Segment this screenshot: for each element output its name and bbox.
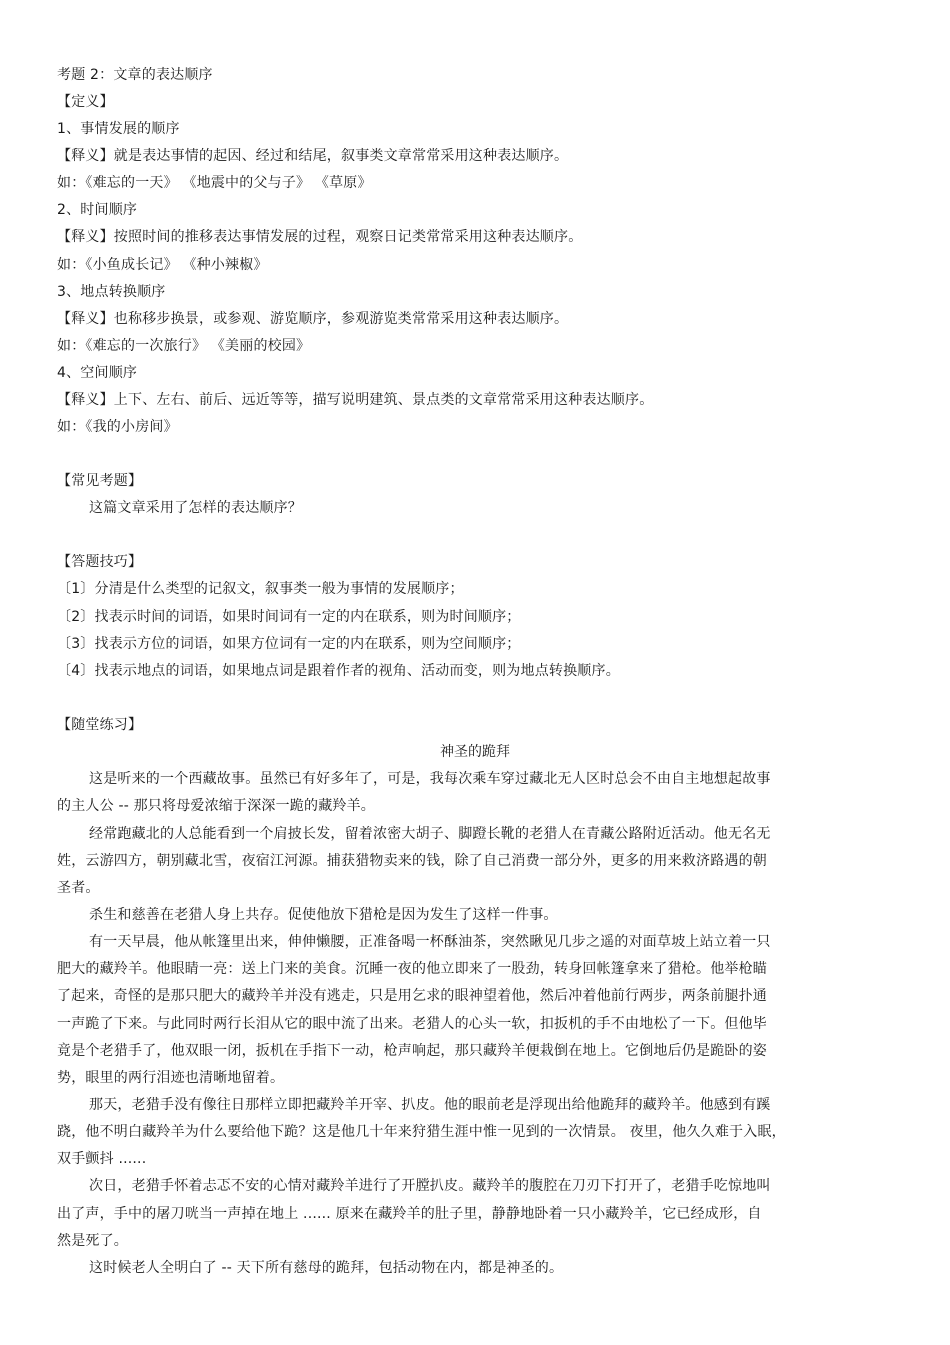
common-question-text: 这篇文章采用了怎样的表达顺序？ [89,500,302,516]
tip-item: 〔3〕找表示方位的词语，如果方位词有一定的内在联系，则为空间顺序； [57,636,521,652]
story-line: 出了声，手中的屠刀咣当一声掉在地上 ...... 原来在藏羚羊的肚子里，静静地卧着一只小藏羚羊，它已经成形，自 [57,1206,762,1222]
story-line: 这时候老人全明白了 -- 天下所有慈母的跪拜，包括动物在内，都是神圣的。 [89,1260,564,1276]
tip-item: 〔4〕找表示地点的词语，如果地点词是跟着作者的视角、活动而变，则为地点转换顺序。 [57,663,620,679]
section-3-example: 如：《难忘的一次旅行》 《美丽的校园》 [57,338,311,354]
story-line: 次日，老猎手怀着忐忑不安的心情对藏羚羊进行了开膛扒皮。藏羚羊的腹腔在刀刃下打开了，老猎手吃惊地叫 [89,1178,771,1194]
tip-item: 〔1〕分清是什么类型的记叙文，叙事类一般为事情的发展顺序； [57,581,464,597]
story-line: 势，眼里的两行泪迹也清晰地留着。 [57,1070,285,1086]
section-2-example: 如：《小鱼成长记》 《种小辣椒》 [57,257,268,273]
story-line: 这是听来的一个西藏故事。虽然已有好多年了，可是，我每次乘车穿过藏北无人区时总会不由自主地想起故事 [89,771,771,787]
section-1-explain: 【释义】就是表达事情的起因、经过和结尾，叙事类文章常常采用这种表达顺序。 [57,148,569,164]
story-line: 肥大的藏羚羊。他眼睛一亮：送上门来的美食。沉睡一夜的他立即来了一股劲，转身回帐篷拿来了猎枪。他举枪瞄 [57,961,767,977]
section-3-title: 3、地点转换顺序 [57,284,166,300]
story-title: 神圣的跪拜 [440,744,510,760]
story-line: 了起来，奇怪的是那只肥大的藏羚羊并没有逃走，只是用乞求的眼神望着他，然后冲着他前行两步，两条前腿扑通 [57,988,767,1004]
story-line: 圣者。 [57,880,100,896]
story-line: 的主人公 -- 那只将母爱浓缩于深深一跪的藏羚羊。 [57,798,376,814]
section-2-explain: 【释义】按照时间的推移表达事情发展的过程，观察日记类常常采用这种表达顺序。 [57,229,583,245]
story-line: 一声跪了下来。与此同时两行长泪从它的眼中流了出来。老猎人的心头一软，扣扳机的手不由地松了一下。但他毕 [57,1016,767,1032]
story-line: 双手颤抖 ...... [57,1151,147,1167]
practice-header: 【随堂练习】 [57,717,143,733]
story-line: 跷，他不明白藏羚羊为什么要给他下跪？这是他几十年来狩猎生涯中惟一见到的一次情景。 夜里，他久久难于入眠， [57,1124,786,1140]
story-line: 那天，老猎手没有像往日那样立即把藏羚羊开宰、扒皮。他的眼前老是浮现出给他跪拜的藏羚羊。他感到有蹊 [89,1097,771,1113]
section-3-explain: 【释义】也称移步换景，或参观、游览顺序，参观游览类常常采用这种表达顺序。 [57,311,569,327]
section-4-explain: 【释义】上下、左右、前后、远近等等，描写说明建筑、景点类的文章常常采用这种表达顺序。 [57,392,654,408]
tips-header: 【答题技巧】 [57,554,143,570]
section-4-example: 如：《我的小房间》 [57,419,178,435]
tip-item: 〔2〕找表示时间的词语，如果时间词有一定的内在联系，则为时间顺序； [57,609,521,625]
story-line: 姓，云游四方，朝别藏北雪，夜宿江河源。捕获猎物卖来的钱，除了自己消费一部分外，更多的用来救济路遇的朝 [57,853,767,869]
story-line: 杀生和慈善在老猎人身上共存。促使他放下猎枪是因为发生了这样一件事。 [89,907,558,923]
section-1-title: 1、事情发展的顺序 [57,121,180,137]
section-2-title: 2、时间顺序 [57,202,138,218]
definition-header: 【定义】 [57,94,114,110]
story-line: 经常跑藏北的人总能看到一个肩披长发，留着浓密大胡子、脚蹬长靴的老猎人在青藏公路附近活动。他无名无 [89,826,771,842]
section-1-example: 如：《难忘的一天》 《地震中的父与子》 《草原》 [57,175,372,191]
common-question-header: 【常见考题】 [57,473,143,489]
section-4-title: 4、空间顺序 [57,365,138,381]
story-line: 竟是个老猎手了，他双眼一闭，扳机在手指下一动，枪声响起，那只藏羚羊便栽倒在地上。它倒地后仍是跪卧的姿 [57,1043,767,1059]
topic-heading: 考题 2：文章的表达顺序 [57,67,213,83]
story-line: 然是死了。 [57,1233,128,1249]
story-line: 有一天早晨，他从帐篷里出来，伸伸懒腰，正准备喝一杯酥油茶，突然瞅见几步之遥的对面草坡上站立着一只 [89,934,771,950]
